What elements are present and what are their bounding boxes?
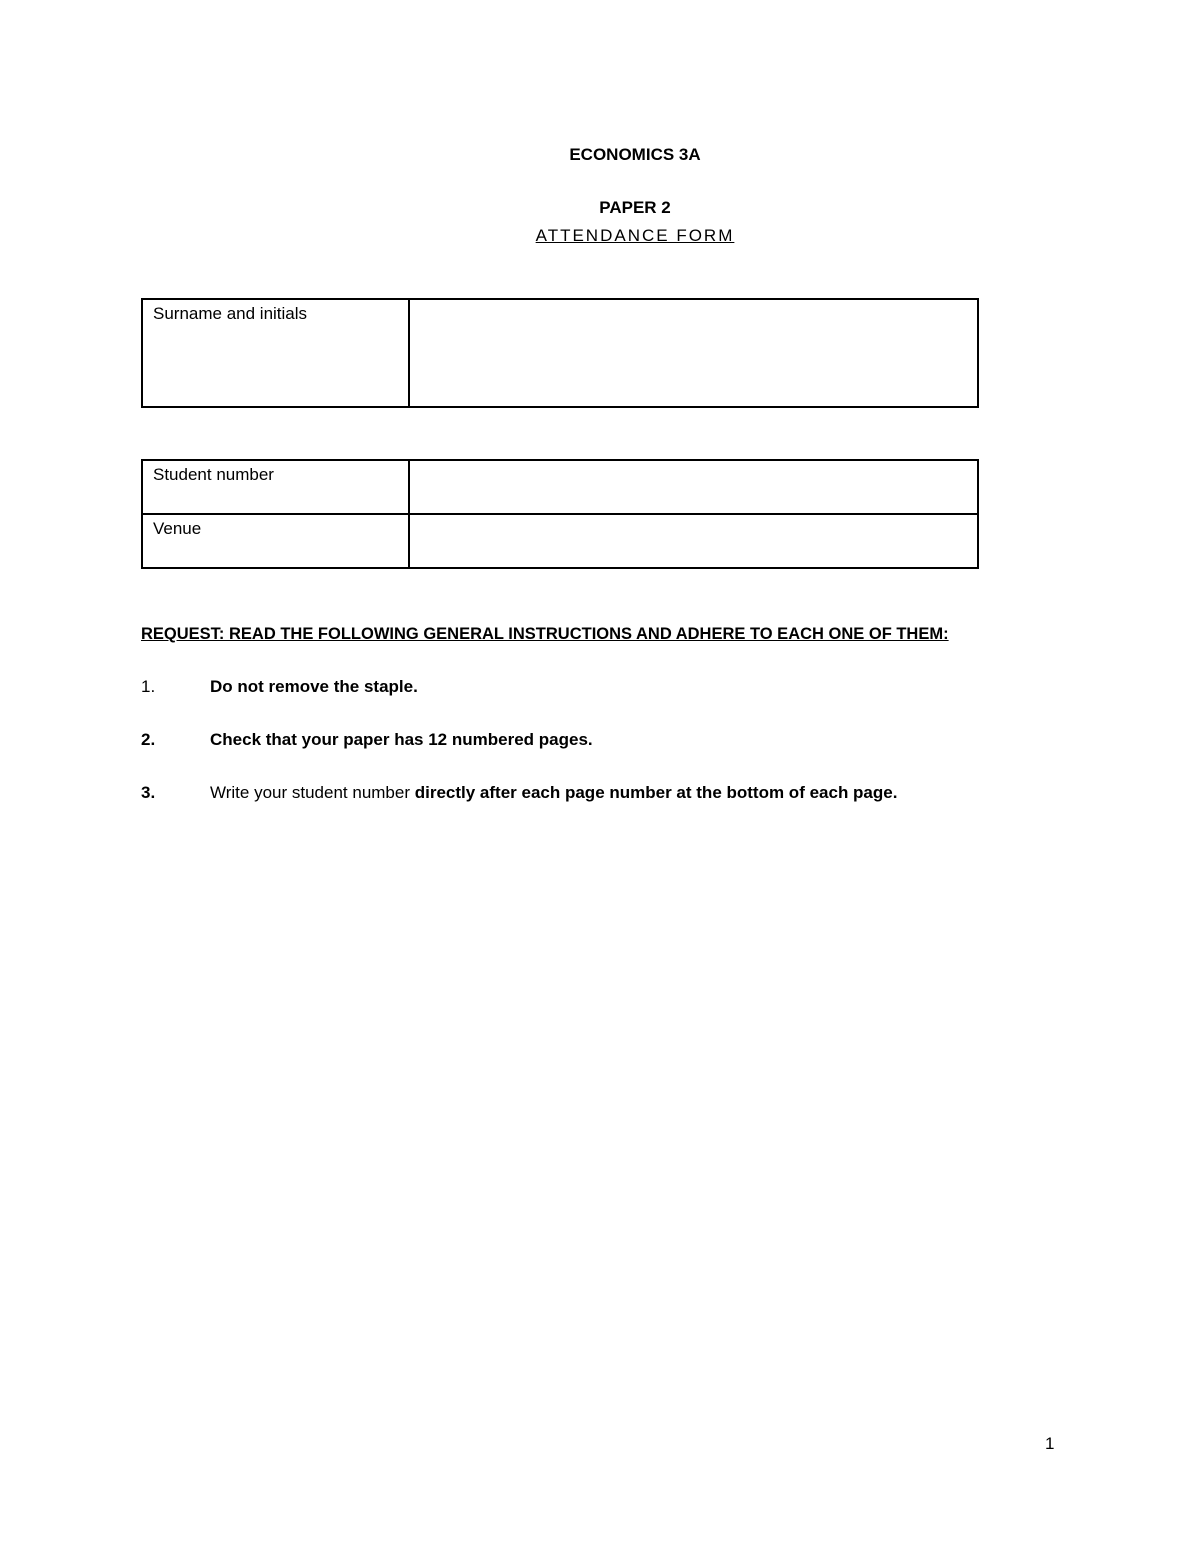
id-table <box>141 459 979 569</box>
venue-field[interactable] <box>409 514 978 568</box>
instruction-number: 1. <box>141 677 156 696</box>
instruction-text: Check that your paper has 12 numbered pages. <box>210 730 593 749</box>
instruction-text-bold: directly after each page number at the bottom of each page. <box>414 783 898 802</box>
student-number-row <box>142 460 978 514</box>
paper-title: PAPER 2 <box>599 198 671 217</box>
instruction-item <box>141 677 418 697</box>
form-title: ATTENDANCE FORM <box>535 226 735 245</box>
student-number-label: Student number <box>142 460 409 514</box>
instruction-text-plain: Write your student number <box>210 783 415 802</box>
instruction-item <box>141 783 897 803</box>
student-number-field[interactable] <box>409 460 978 514</box>
course-title: ECONOMICS 3A <box>569 145 701 164</box>
name-row <box>142 299 978 407</box>
venue-label: Venue <box>142 514 409 568</box>
surname-field[interactable] <box>409 299 978 407</box>
instruction-text: Do not remove the staple. <box>210 677 418 696</box>
name-table <box>141 298 979 408</box>
venue-row <box>142 514 978 568</box>
page-number: 1 <box>1045 1434 1055 1453</box>
instruction-item <box>141 730 593 750</box>
instruction-number: 2. <box>141 730 156 749</box>
request-heading: REQUEST: READ THE FOLLOWING GENERAL INSTRUCTIONS AND ADHERE TO EACH ONE OF THEM: <box>141 625 949 643</box>
surname-label: Surname and initials <box>142 299 409 407</box>
instruction-number: 3. <box>141 783 156 802</box>
